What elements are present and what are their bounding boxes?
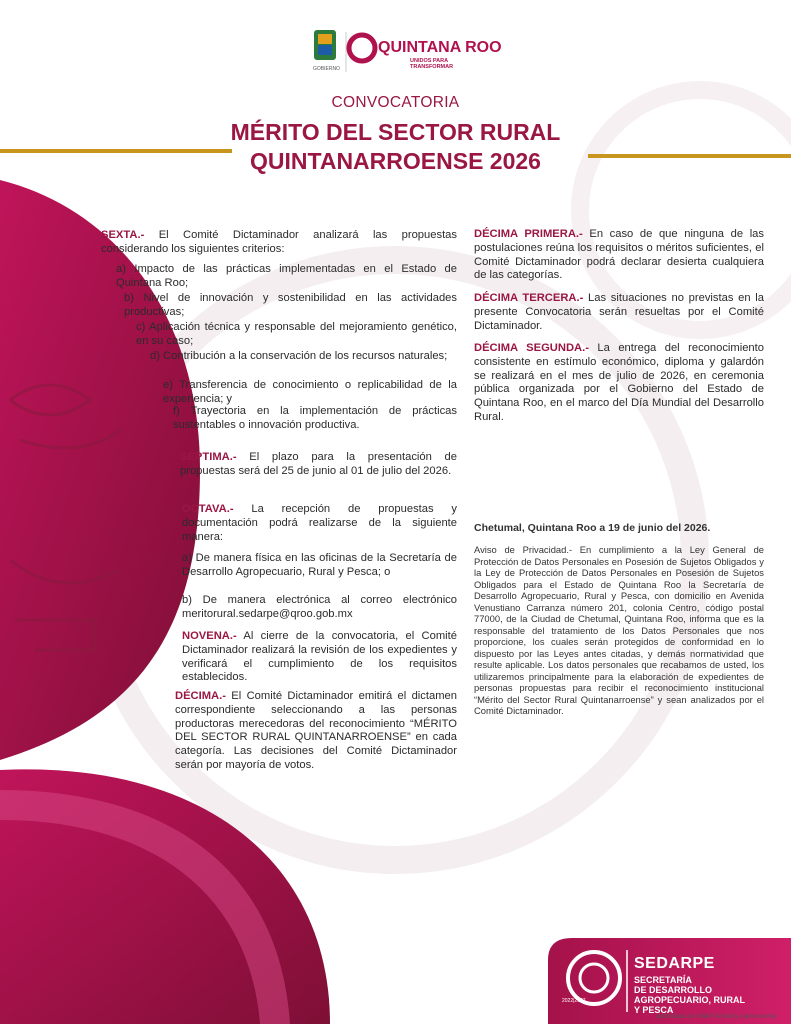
decima-primera-section: DÉCIMA PRIMERA.- En caso de que ninguna de las postulaciones reúna los requisitos o méritos suficientes, el Comité Dictaminador podrá declarar desierta cualquiera de las categorías. [474, 228, 764, 282]
sexta-keyword: SEXTA.- [101, 229, 145, 241]
sedarpe-years: 2022|2027 [562, 998, 586, 1004]
criteria-c: c) Aplicación técnica y responsable del mejoramiento genético, en su caso; [136, 321, 457, 347]
criteria-b: b) Nivel de innovación y sostenibilidad en las actividades productivas; [124, 292, 457, 318]
title-line-1: MÉRITO DEL SECTOR RURAL [230, 119, 561, 145]
novena-section: NOVENA.- Al cierre de la convocatoria, el Comité Dictaminador realizará la revisión de los expedientes y verificará el cumplimiento de los requisitos establecidos. [182, 630, 457, 684]
title-block [0, 94, 791, 176]
sedarpe-subtitle: SECRETARÍA DE DESARROLLO AGROPECUARIO, RURAL Y PESCA [634, 975, 746, 1015]
logo-tagline-2: TRANSFORMAR [410, 64, 454, 70]
octava-option-b: b) De manera electrónica al correo electrónico meritorural.sedarpe@qroo.gob.mx [182, 594, 457, 620]
criteria-f: f) Trayectoria en la implementación de prácticas sustentables o innovación productiva. [173, 405, 457, 431]
title-line-2: QUINTANARROENSE 2026 [250, 148, 541, 174]
sexta-section [101, 229, 457, 257]
criteria-d: d) Contribución a la conservación de los recursos naturales; [150, 350, 448, 362]
optimized-note: optimizada con WebP Alchemy Autoconverter [655, 1014, 777, 1020]
octava-section: OCTAVA.- La recepción de propuestas y documentación podrá realizarse de la siguiente manera: [182, 503, 457, 543]
quintana-roo-q-icon [349, 35, 375, 61]
septima-section: SÉPTIMA.- El plazo para la presentación de propuestas será del 25 de junio al 01 de julio del 2026. [180, 451, 457, 477]
criteria-a: a) Impacto de las prácticas implementadas en el Estado de Quintana Roo; [116, 263, 457, 289]
sedarpe-logo-text [634, 955, 745, 1015]
main-title [0, 118, 791, 176]
logo-main-text: QUINTANA ROO [378, 39, 502, 56]
privacy-notice: Aviso de Privacidad.- En cumplimiento a la Ley General de Protección de Datos Personales en Posesión de Sujetos Obligados y la Ley de Protección de Datos Personales en Posesión de Sujetos Obligados para el Estado de Quintana Roo la Secretaría de Desarrollo Agropecuario, Rural y Pesca, con domicilio en Avenida Venustiano Carranza número 201, colonia Centro, código postal 77000, de la Ciudad de Chetumal, Quintana Roo, informa que es la responsable del tratamiento de los Datos Personales que nos proporcione, los cuales serán protegidos de conformidad en lo dispuesto por las Leyes antes citadas, y demás normatividad que resulte aplicable. Los datos personales que recabamos de usted, los utilizaremos principalmente para la elaboración de expedientes de personas propuestas para recibir el reconocimiento institucional “Mérito del Sector Rural Quintanarroense” y sean analizados por el Comité Dictaminador. [474, 544, 764, 716]
decima-segunda-section: DÉCIMA SEGUNDA.- La entrega del reconocimiento consistente en estímulo económico, diploma y galardón se realizará en el mes de julio de 2026, en ceremonia pública organizada por el Gobierno del Estado de Quintana Roo, en el marco del Día Mundial del Desarrollo Rural. [474, 342, 764, 423]
logo-caption: GOBIERNO [313, 66, 340, 72]
octava-option-a: a) De manera física en las oficinas de la Secretaría de Desarrollo Agropecuario, Rural y Pesca; o [182, 552, 457, 578]
header-logo [312, 28, 502, 76]
criteria-e: e) Transferencia de conocimiento o replicabilidad de la experiencia; y [163, 379, 457, 405]
decima-tercera-section: DÉCIMA TERCERA.- Las situaciones no previstas en la presente Convocatoria serán resueltas por el Comité Dictaminador. [474, 292, 764, 332]
date-line: Chetumal, Quintana Roo a 19 de junio del 2026. [474, 522, 711, 534]
convocatoria-label: CONVOCATORIA [331, 94, 460, 111]
logo-tagline-1: UNIDOS PARA [410, 58, 449, 64]
decima-section: DÉCIMA.- El Comité Dictaminador emitirá el dictamen correspondiente seleccionando a las personas productoras merecedoras del reconocimiento “MÉRITO DEL SECTOR RURAL QUINTANARROENSE” en cada categoría. Las decisiones del Comité Dictaminador serán por mayoría de votos. [175, 690, 457, 771]
sexta-text: El Comité Dictaminador analizará las propuestas considerando los siguientes criterios: [101, 229, 457, 255]
sedarpe-title: SEDARPE [634, 955, 715, 972]
